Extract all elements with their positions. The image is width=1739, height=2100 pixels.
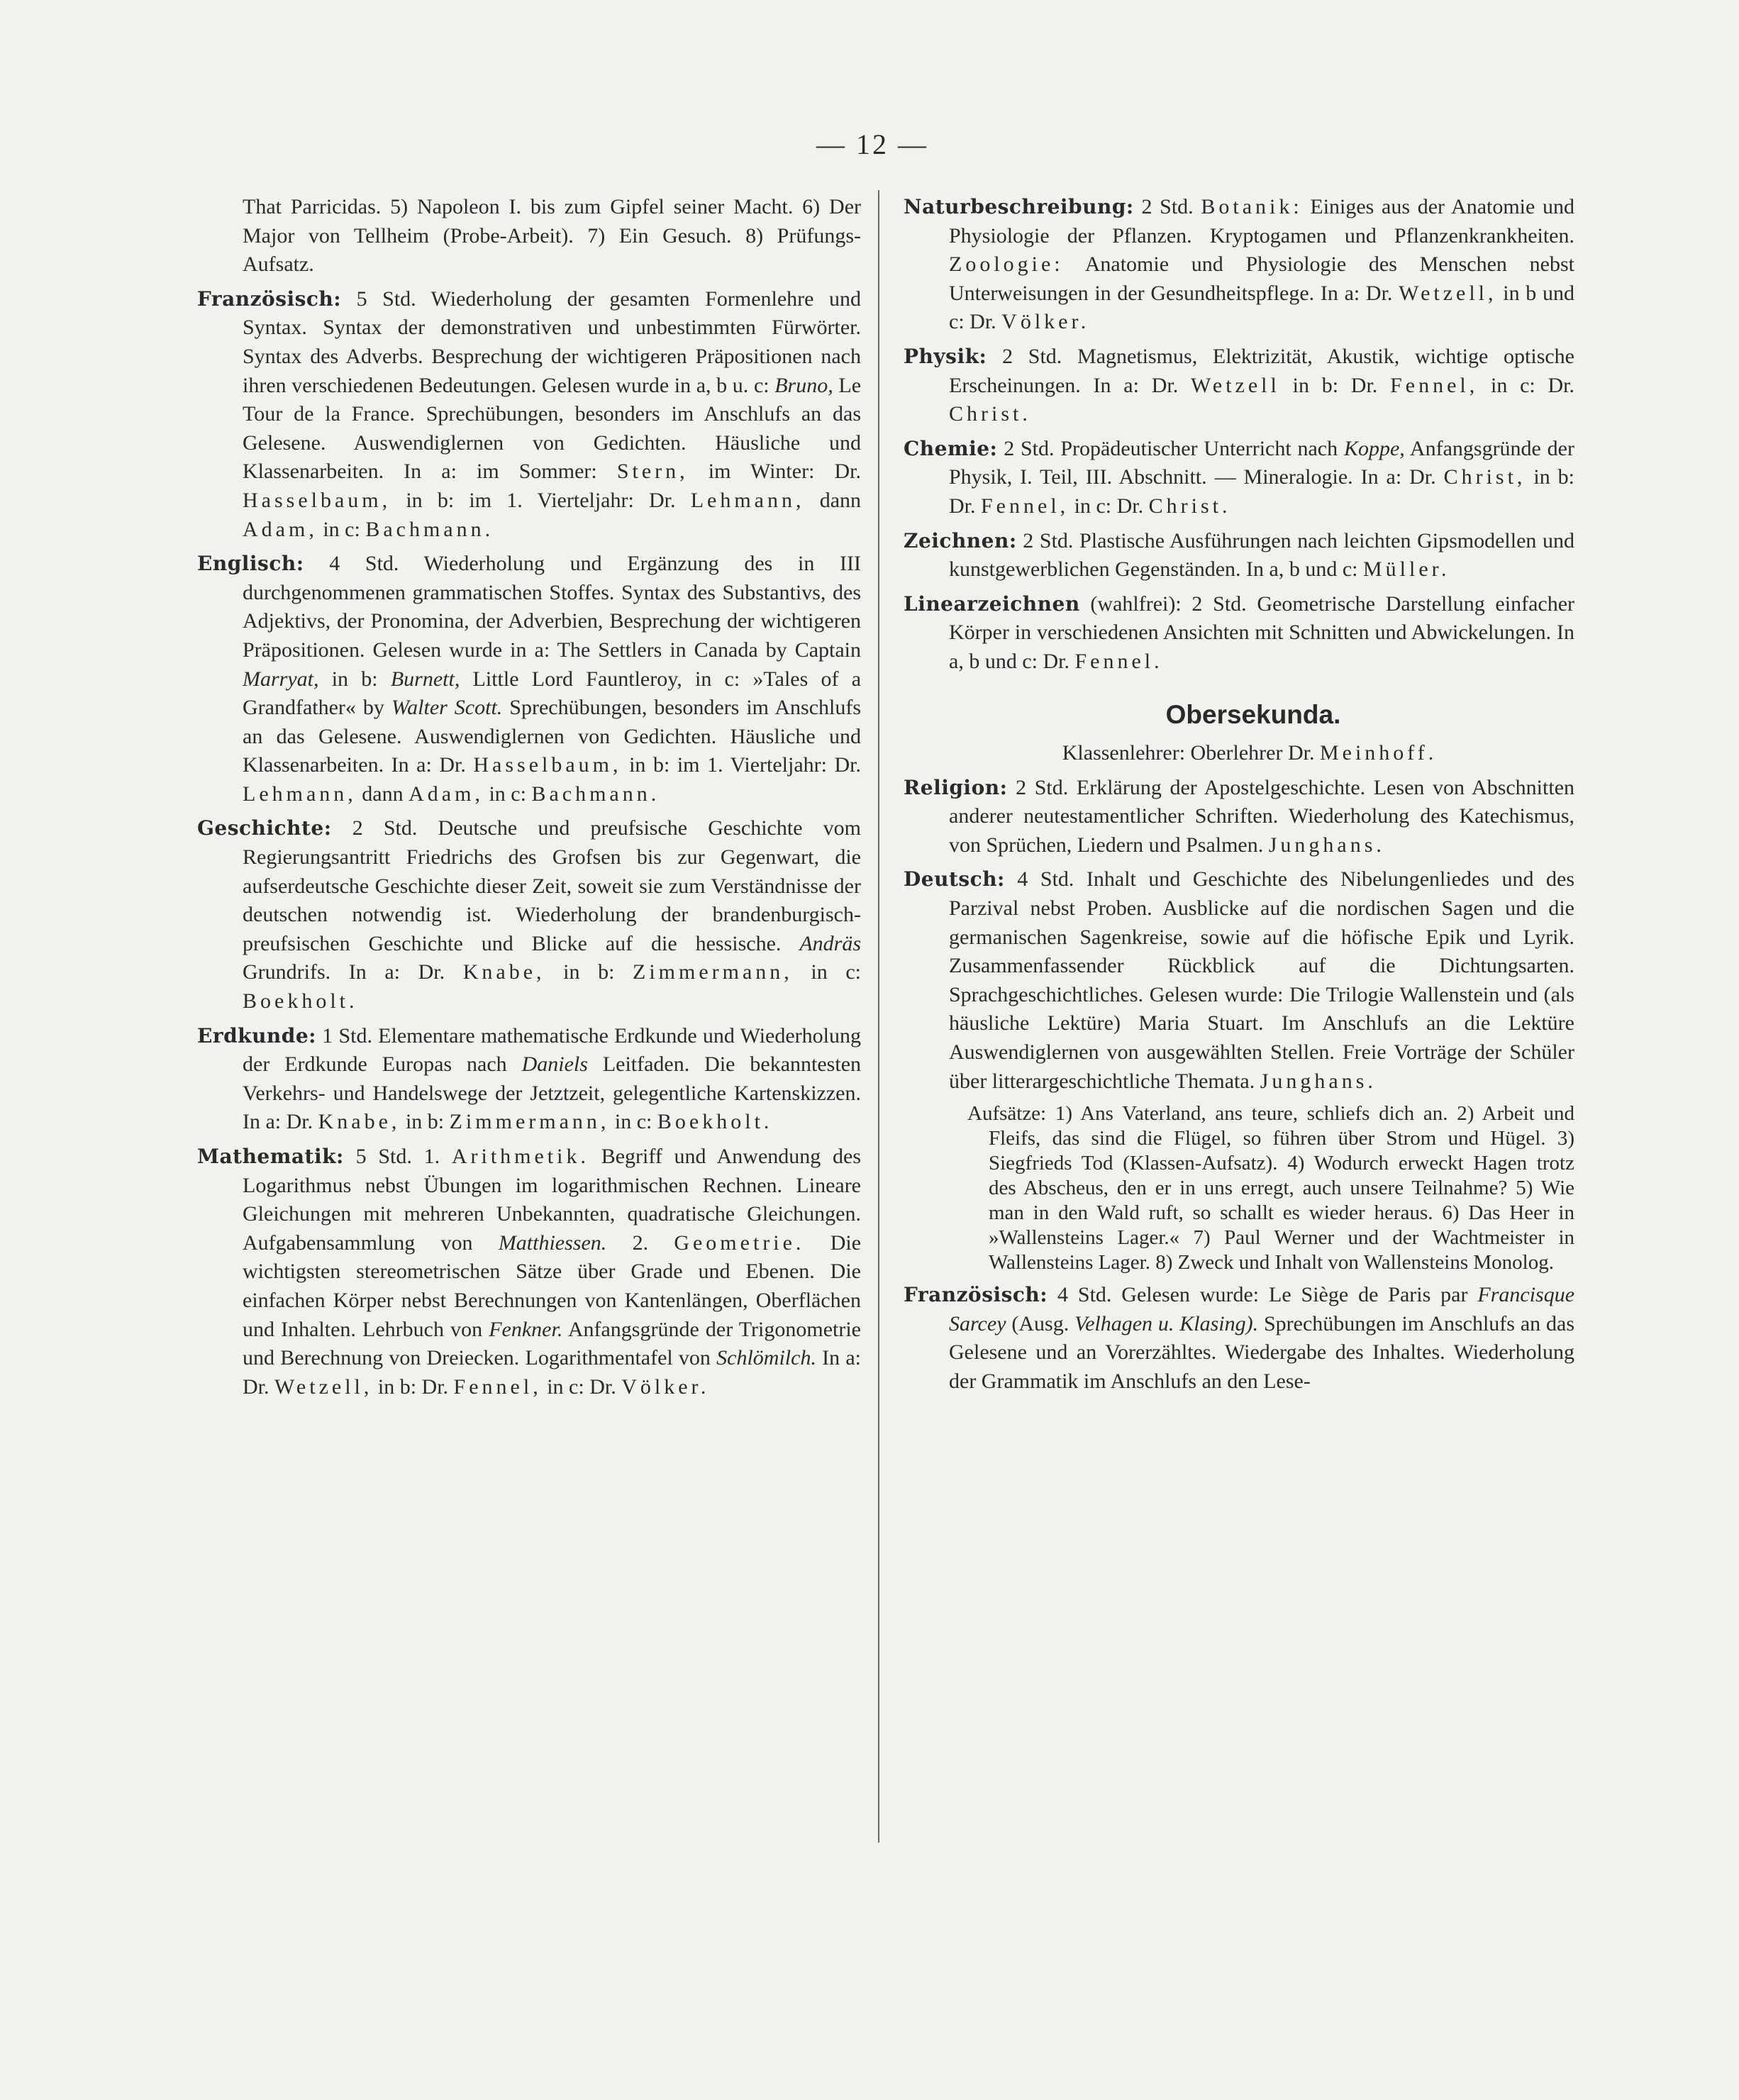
text: dann <box>819 488 862 512</box>
text: in c: <box>323 517 360 541</box>
teacher-name: Fennel, <box>1390 373 1479 397</box>
subtopic-label: Botanik: <box>1201 195 1303 218</box>
author-name: Burnett, <box>390 667 460 691</box>
text: Die wichtigsten stereometrischen Sätze über Grade und Ebenen. Die einfachen Körper nebst Berechnungen von Kantenlängen, Oberflächen und Inhalten. Lehrbuch von <box>243 1230 862 1341</box>
text: 5 Std. 1. <box>355 1145 440 1168</box>
teacher-name: Junghans. <box>1260 1069 1377 1093</box>
teacher-name: Zimmermann, <box>449 1110 610 1134</box>
author-name: Koppe, <box>1343 436 1405 460</box>
teacher-name: Adam, <box>243 517 318 541</box>
zeichnen-entry <box>904 527 1574 584</box>
subtopic-label: Geometrie. <box>674 1230 805 1255</box>
text: in c: <box>489 782 526 806</box>
text: in b: im 1. Vierteljahr: Dr. <box>629 753 862 777</box>
teacher-name: Fennel. <box>1074 649 1163 673</box>
teacher-name: Bachmann. <box>365 517 494 541</box>
chemie-heading: Chemie: <box>904 436 998 460</box>
franzoesisch-entry <box>197 285 861 544</box>
text: in c: Dr. <box>547 1374 616 1399</box>
text: Sprechübungen, besonders im Anschlufs an das Gelesene. Auswendiglernen von Gedichten. Häusliche und Klassenarbeiten. In a: Dr. <box>243 696 862 777</box>
text: in b: Dr. <box>949 465 1575 518</box>
linearzeichnen-heading: Linearzeichnen <box>904 591 1080 616</box>
linearzeichnen-entry <box>904 590 1574 677</box>
teacher-name: Lehmann, <box>243 782 357 806</box>
teacher-name: Christ. <box>1148 494 1231 518</box>
text: in b: Dr. <box>1292 373 1378 397</box>
text: Leitfaden. Die bekanntesten Verkehrs- und Handelswege der Jetztzeit, gelegentliche Kartenskizzen. In a: Dr. <box>243 1052 862 1134</box>
teacher-name: Zimmermann, <box>633 960 793 984</box>
englisch-entry <box>197 550 861 809</box>
text: Sprechübungen im Anschlufs an das Gelesene und an Vorerzähltes. Wiedergabe des Inhaltes. Wiederholung der Grammatik im Anschlufs an den Lese- <box>949 1311 1574 1393</box>
text: in b: im 1. Vierteljahr: Dr. <box>406 488 676 512</box>
text: Anfangsgründe der Trigonometrie und Berechnung von Dreiecken. Logarithmentafel von <box>243 1317 861 1370</box>
franzoesisch-obersekunda-entry <box>904 1281 1574 1396</box>
teacher-name: Meinhoff. <box>1319 741 1438 765</box>
teacher-name: Stern, <box>616 460 689 484</box>
text: in b: <box>331 667 378 691</box>
teacher-name: Boekholt. <box>243 989 358 1013</box>
aufsaetze-list: Aufsätze: 1) Ans Vaterland, ans teure, schliefs dich an. 2) Arbeit und Fleifs, das sind die Flügel, so führen über Strom und Hügel. 3) Siegfrieds Tod (Klassen-Aufsatz). 4) Wodurch erweckt Hagen trotz des Abscheus, den er in uns erregt, auch unsere Teilnahme? 5) Wie man in den Wald ruft, so schallt es wieder heraus. 6) Das Heer in »Wallensteins Lager.« 7) Paul Werner und der Wachtmeister in Wallensteins Lager. 8) Zweck und Inhalt von Wallensteins Monolog. <box>967 1102 1574 1274</box>
religion-entry <box>904 774 1574 860</box>
author-name: Matthiessen. <box>498 1230 607 1255</box>
text: Le Tour de la France. Sprechübungen, besonders im Anschlufs an das Gelesene. Auswendiglernen von Gedichten. Häusliche und Klassenarbeiten. In a: im Sommer: <box>243 373 862 484</box>
teacher-name: Wetzell, <box>274 1374 373 1399</box>
text: 5 Std. Wiederholung der gesamten Formenlehre und Syntax. Syntax der demonstrativen und unbestimmten Fürwörter. Syntax des Adverbs. Besprechung der wichtigeren Präpositionen nach ihren verschiedenen Bedeutungen. Gelesen wurde in a, b u. c: <box>243 287 861 397</box>
chemie-entry <box>904 435 1574 521</box>
text: 4 Std. Inhalt und Geschichte des Nibelungenliedes und des Parzival nebst Proben. Ausblicke auf die nordischen Sagen und die germanischen Sagenkreise, sowie auf die höfische Epik und Lyrik. Zusammenfassender Rückblick auf die Dichtungsarten. Sprachgeschichtliches. Gelesen wurde: Die Trilogie Wallenstein und (als häusliche Lektüre) Maria Stuart. Im Anschlufs an die Lektüre Auswendiglernen von ausgewählten Stellen. Freie Vorträge der Schüler über litterargeschichtliche Themata. <box>949 867 1574 1093</box>
mathematik-entry <box>197 1143 861 1401</box>
page-number: — 12 — <box>816 128 928 160</box>
text: 2 Std. Erklärung der Apostelgeschichte. Lesen von Abschnitten anderer neutestamentlicher Schriften. Wiederholung des Katechismus, von Sprüchen, Liedern und Psalmen. <box>949 775 1575 857</box>
text: 2. <box>632 1230 649 1255</box>
section-title: Obersekunda. <box>1165 699 1341 729</box>
author-name: Daniels <box>521 1052 588 1077</box>
teacher-name: Völker. <box>621 1374 710 1399</box>
subtopic-label: Arithmetik. <box>451 1145 589 1168</box>
text: in c: Dr. <box>1491 373 1575 397</box>
naturbeschreibung-entry <box>904 193 1574 337</box>
text: 1 Std. Elementare mathematische Erdkunde und Wiederholung der Erdkunde Europas nach <box>243 1023 862 1077</box>
text: Anatomie und Physiologie des Menschen nebst Unterweisungen in der Gesundheitspflege. In a: Dr. <box>949 252 1574 305</box>
author-name: Marryat, <box>243 667 319 691</box>
franzoesisch-heading: Französisch: <box>197 287 342 311</box>
erdkunde-entry <box>197 1022 861 1137</box>
author-name: Francisque Sarcey <box>949 1283 1575 1335</box>
text: 2 Std. Plastische Ausführungen nach leichten Gipsmodellen und kunstgewerblichen Gegenständen. In a, b und c: <box>949 528 1574 582</box>
teacher-name: Knabe, <box>462 960 545 984</box>
right-column <box>904 193 1574 1396</box>
teacher-name: Boekholt. <box>657 1110 773 1134</box>
text: dann <box>362 782 404 806</box>
teacher-name: Hasselbaum, <box>473 753 622 777</box>
physik-heading: Physik: <box>904 344 987 368</box>
left-column <box>197 193 861 1401</box>
text: in b: <box>405 1110 445 1134</box>
text: in c: <box>614 1110 652 1134</box>
teacher-name: Christ. <box>949 402 1031 426</box>
text: 2 Std. Propädeutischer Unterricht nach <box>1004 436 1338 460</box>
text: Anfangsgründe der Physik, I. Teil, III. Abschnitt. — Mineralogie. In a: Dr. <box>949 436 1574 489</box>
text: im Winter: Dr. <box>708 460 861 484</box>
column-divider <box>878 190 879 1843</box>
teacher-name: Bachmann. <box>531 782 660 806</box>
text: (wahlfrei): 2 Std. Geometrische Darstellung einfacher Körper in verschiedenen Ansichten mit Schnitten und Abwickelungen. In a, b und c: Dr. <box>949 591 1575 673</box>
teacher-name: Lehmann, <box>690 488 805 512</box>
author-name: Walter Scott. <box>391 696 503 720</box>
text: Grundrifs. In a: Dr. <box>243 960 445 984</box>
author-name: Bruno, <box>774 373 833 397</box>
text: 2 Std. Deutsche und preufsische Geschichte vom Regierungsantritt Friedrichs des Grofsen bis zur Gegenwart, die aufserdeutsche Geschichte dieser Zeit, soweit sie zum Verständnisse der deutschen notwendig ist. Wiederholung der brandenburgisch-preufsischen Geschichte und Blicke auf die hessische. <box>243 816 862 955</box>
englisch-heading: Englisch: <box>197 552 304 576</box>
teacher-name: Wetzell <box>1190 373 1280 397</box>
text: Einiges aus der Anatomie und Physiologie der Pflanzen. Kryptogamen und Pflanzenkrankheiten. <box>949 195 1575 248</box>
text: (Ausg. <box>1011 1311 1069 1335</box>
teacher-name: Junghans. <box>1268 833 1385 857</box>
religion-heading: Religion: <box>904 775 1008 799</box>
intro-paragraph: That Parricidas. 5) Napoleon I. bis zum Gipfel seiner Macht. 6) Der Major von Tellheim (Probe-Arbeit). 7) Ein Gesuch. 8) Prüfungs-Aufsatz. <box>243 195 861 277</box>
franzoesisch-heading: Französisch: <box>904 1283 1048 1307</box>
deutsch-heading: Deutsch: <box>904 867 1005 891</box>
text: in c: Dr. <box>1074 494 1144 518</box>
text: Begriff und Anwendung des Logarithmus nebst Übungen im logarithmischen Rechnen. Lineare Gleichungen mit mehreren Unbekannten, quadratische Gleichungen. Aufgabensammlung von <box>243 1145 862 1255</box>
teacher-name: Knabe, <box>318 1110 401 1134</box>
teacher-name: Müller. <box>1363 557 1450 582</box>
text: in b und c: Dr. <box>949 281 1575 334</box>
author-name: Fenkner. <box>489 1317 563 1341</box>
naturbeschreibung-heading: Naturbeschreibung: <box>904 195 1134 218</box>
teacher-name: Hasselbaum, <box>243 488 391 512</box>
geschichte-heading: Geschichte: <box>197 816 332 840</box>
erdkunde-heading: Erdkunde: <box>197 1023 317 1048</box>
text: in b: <box>563 960 615 984</box>
text: 2 Std. <box>1141 195 1194 218</box>
text: Klassenlehrer: Oberlehrer Dr. <box>1062 741 1315 765</box>
deutsch-entry <box>904 865 1574 1096</box>
klassenlehrer-line <box>904 739 1574 768</box>
teacher-name: Wetzell, <box>1399 281 1497 305</box>
physik-entry <box>904 343 1574 429</box>
text: 4 Std. Gelesen wurde: Le Siège de Paris par <box>1057 1283 1468 1307</box>
geschichte-entry <box>197 814 861 1016</box>
text: 2 Std. Magnetismus, Elektrizität, Akustik, wichtige optische Erscheinungen. In a: Dr. <box>949 344 1574 397</box>
teacher-name: Adam, <box>409 782 484 806</box>
author-name: Schlömilch. <box>716 1346 816 1370</box>
text: in b: Dr. <box>377 1374 449 1399</box>
zeichnen-heading: Zeichnen: <box>904 528 1017 552</box>
text: Little Lord Fauntleroy, in c: »Tales of a Grandfather« by <box>243 667 862 720</box>
text: 4 Std. Wiederholung und Ergänzung des in III durchgenommenen grammatischen Stoffes. Syntax des Substantivs, des Adjektivs, der Pronomina, der Adverbien, Besprechung der wichtigeren Präpositionen. Gelesen wurde in a: The Settlers in Canada by Captain <box>243 552 861 662</box>
text: in c: <box>811 960 862 984</box>
mathematik-heading: Mathematik: <box>197 1145 344 1168</box>
teacher-name: Christ, <box>1443 465 1526 489</box>
author-name: Andräs <box>799 931 861 955</box>
publisher-name: Velhagen u. Klasing). <box>1074 1311 1259 1335</box>
teacher-name: Fennel, <box>981 494 1069 518</box>
teacher-name: Fennel, <box>453 1374 542 1399</box>
teacher-name: Völker. <box>1001 310 1090 334</box>
text: In a: Dr. <box>243 1346 861 1399</box>
subtopic-label: Zoologie: <box>949 252 1064 277</box>
